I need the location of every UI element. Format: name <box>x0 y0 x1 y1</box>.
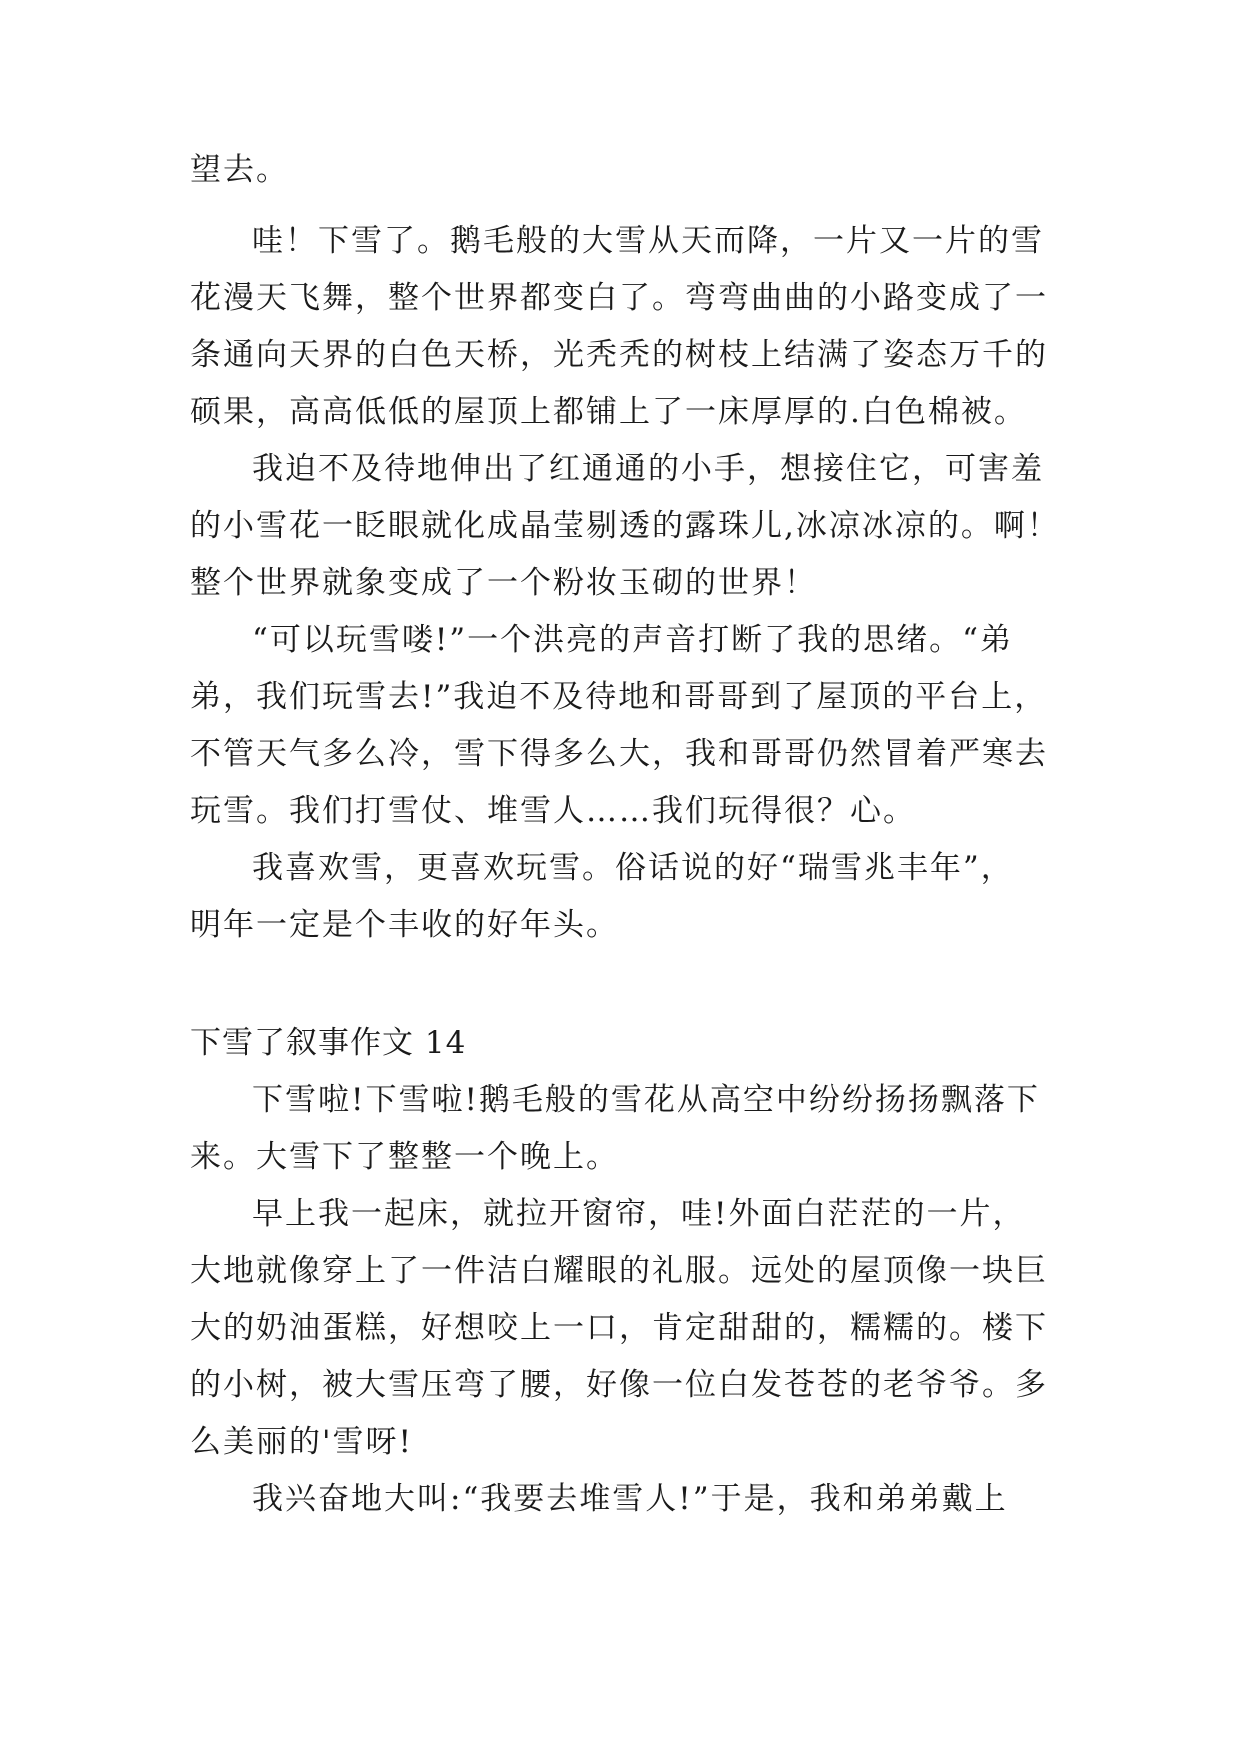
text-line: 望去。 <box>190 152 289 188</box>
paragraph-first-line: 哇！下雪了。鹅毛般的大雪从天而降，一片又一片的雪 <box>252 223 1044 259</box>
text-line: 么美丽的'雪呀! <box>190 1424 413 1460</box>
text-line: 来。大雪下了整整一个晚上。 <box>190 1139 619 1175</box>
paragraph-first-line: 早上我一起床，就拉开窗帘，哇!外面白茫茫的一片， <box>252 1196 1026 1232</box>
paragraph-first-line: 我兴奋地大叫:“我要去堆雪人!”于是，我和弟弟戴上 <box>252 1481 1008 1517</box>
paragraph-first-line: 我迫不及待地伸出了红通通的小手，想接住它，可害羞 <box>252 451 1044 487</box>
text-line: 不管天气多么冷，雪下得多么大，我和哥哥仍然冒着严寒去 <box>190 736 1048 772</box>
text-line: 明年一定是个丰收的好年头。 <box>190 907 619 943</box>
text-line: 玩雪。我们打雪仗、堆雪人……我们玩得很？心。 <box>190 793 916 829</box>
text-line: 弟，我们玩雪去!”我迫不及待地和哥哥到了屋顶的平台上， <box>190 679 1048 715</box>
text-line: 大的奶油蛋糕，好想咬上一口，肯定甜甜的，糯糯的。楼下 <box>190 1310 1048 1346</box>
paragraph-first-line: 下雪啦!下雪啦!鹅毛般的雪花从高空中纷纷扬扬飘落下 <box>252 1082 1040 1118</box>
text-line: 的小雪花一眨眼就化成晶莹剔透的露珠儿,冰凉冰凉的。啊！ <box>190 508 1060 544</box>
text-line: 大地就像穿上了一件洁白耀眼的礼服。远处的屋顶像一块巨 <box>190 1253 1048 1289</box>
text-line: 整个世界就象变成了一个粉妆玉砌的世界！ <box>190 565 817 601</box>
section-heading: 下雪了叙事作文 14 <box>190 1025 467 1061</box>
paragraph-first-line: 我喜欢雪，更喜欢玩雪。俗话说的好“瑞雪兆丰年”， <box>252 850 1014 886</box>
text-line: 花漫天飞舞，整个世界都变白了。弯弯曲曲的小路变成了一 <box>190 280 1048 316</box>
paragraph-first-line: “可以玩雪喽!”一个洪亮的声音打断了我的思绪。“弟 <box>252 622 1013 658</box>
text-line: 硕果，高高低低的屋顶上都铺上了一床厚厚的.白色棉被。 <box>190 394 1027 430</box>
text-line: 的小树，被大雪压弯了腰，好像一位白发苍苍的老爷爷。多 <box>190 1367 1048 1403</box>
text-line: 条通向天界的白色天桥，光秃秃的树枝上结满了姿态万千的 <box>190 337 1048 373</box>
